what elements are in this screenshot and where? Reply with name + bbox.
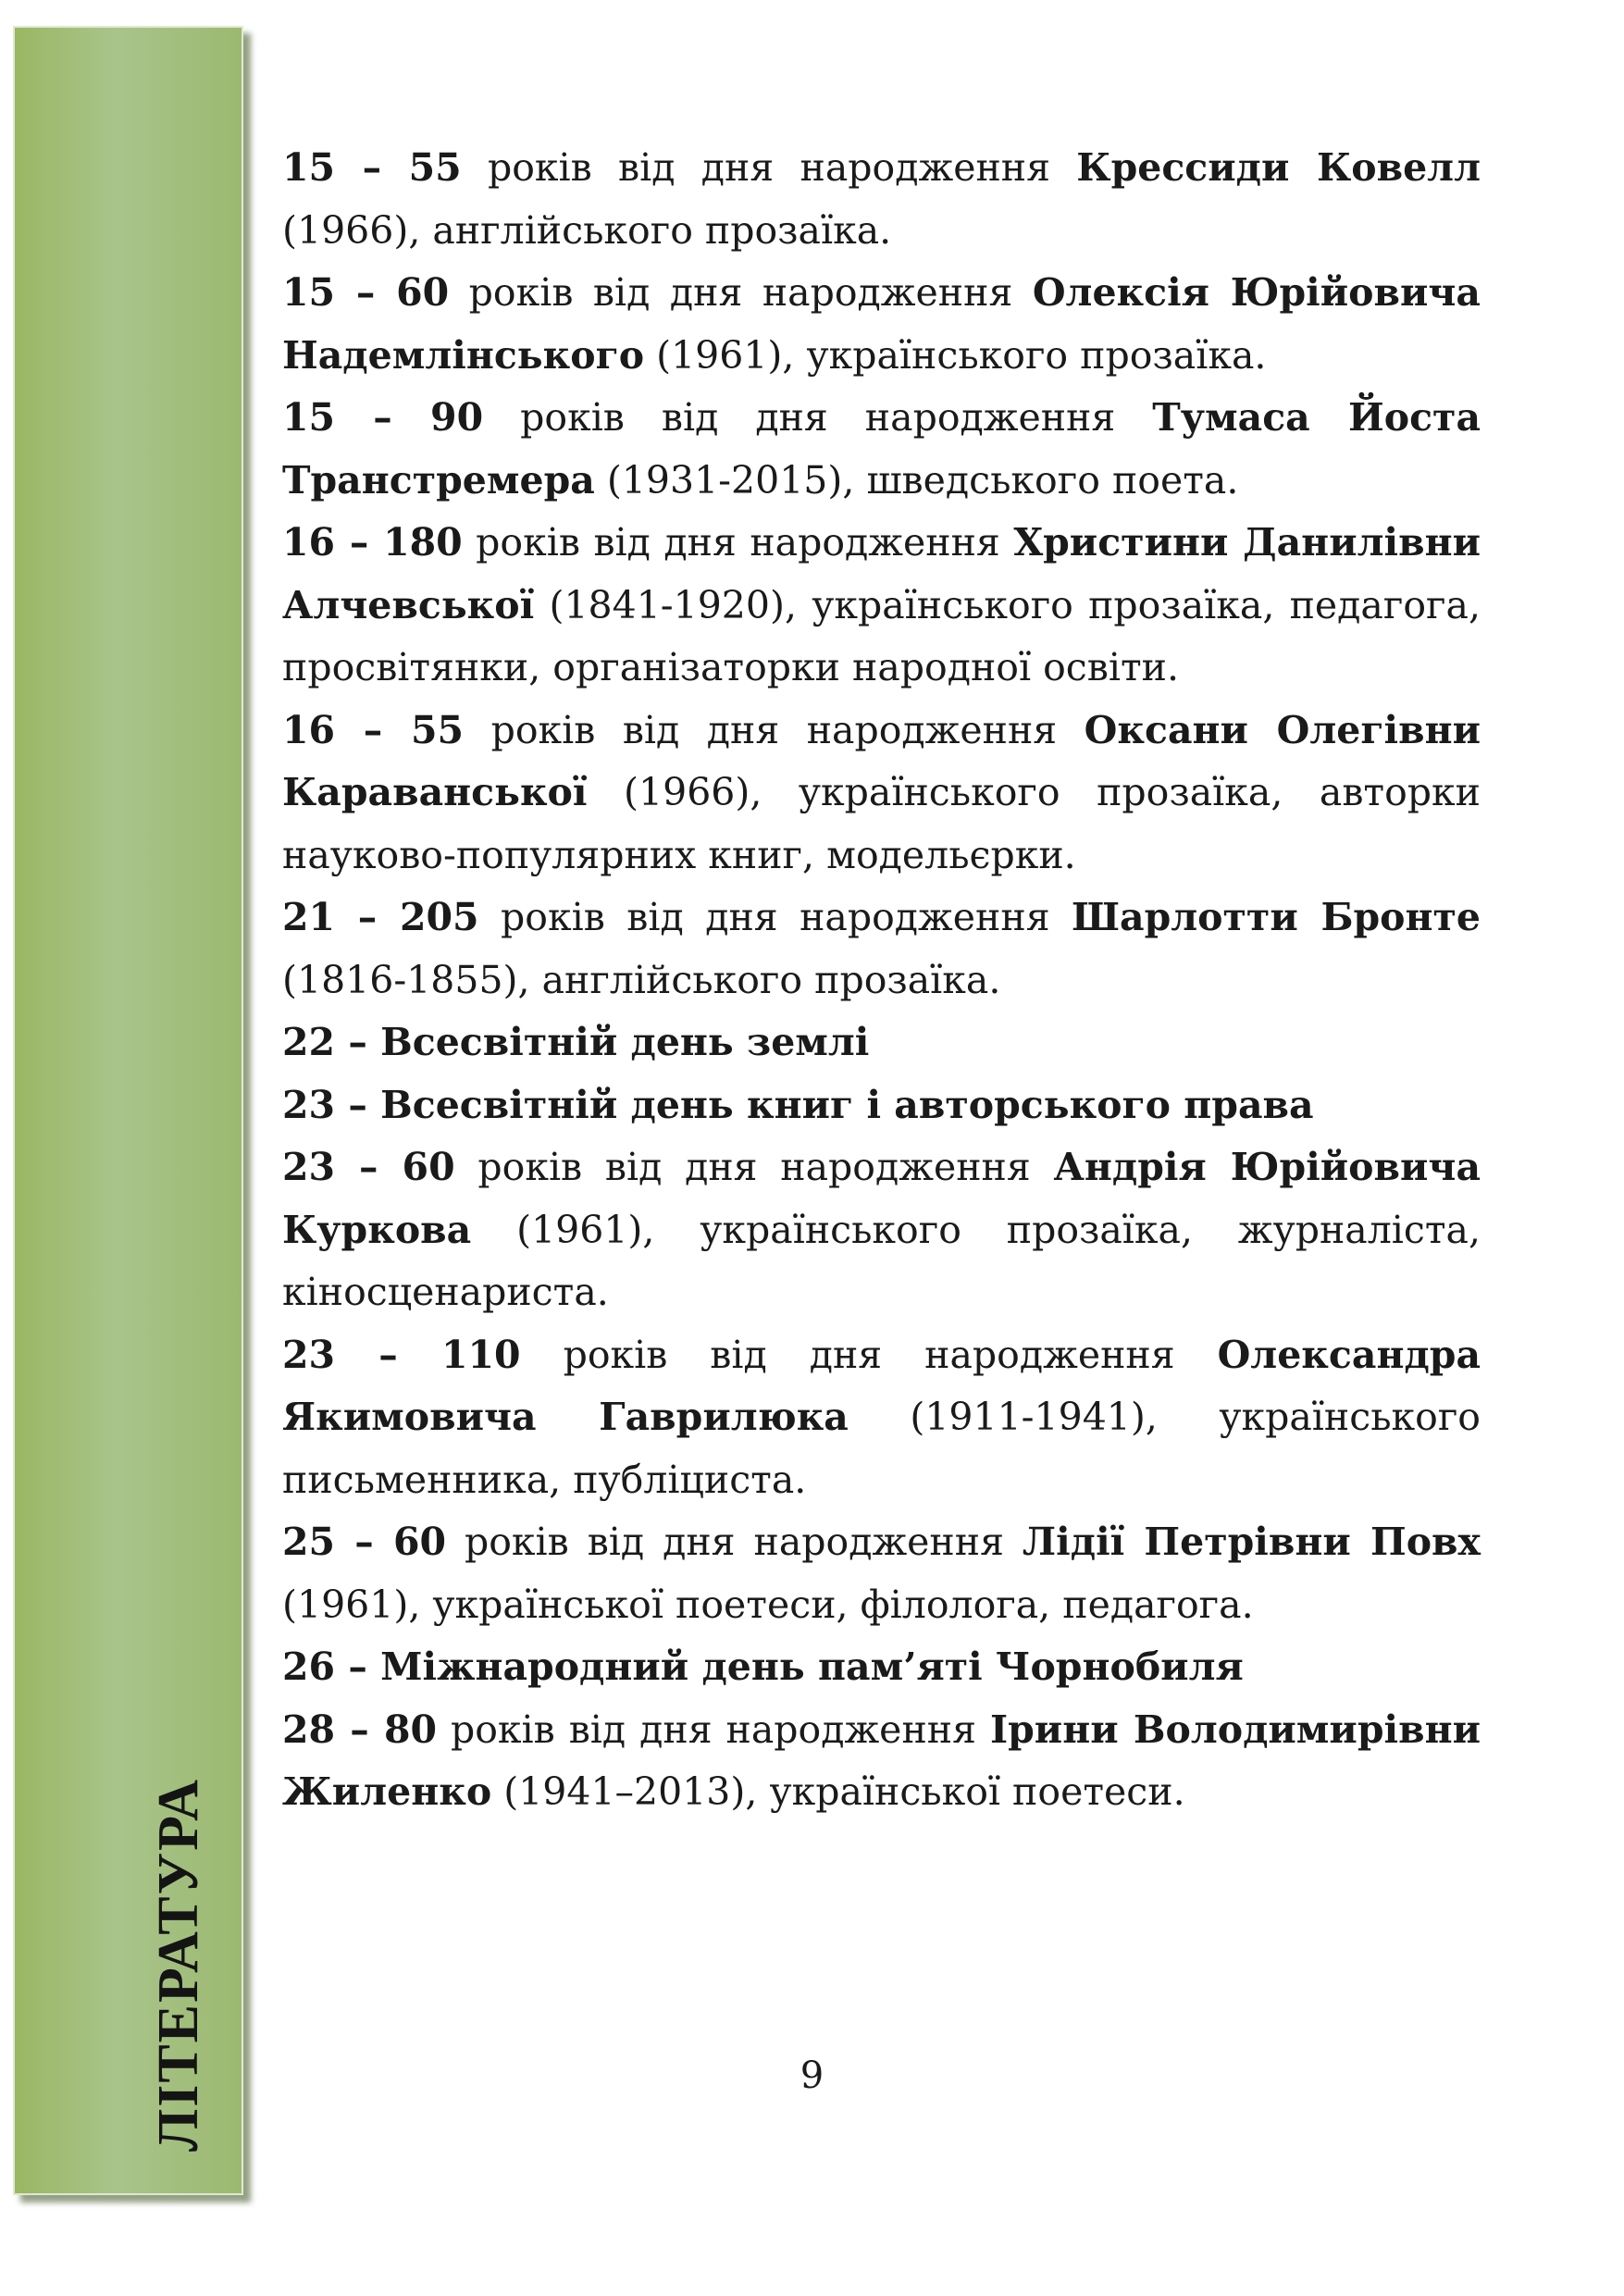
entry-person: Лідії Петрівни Повх <box>1022 1520 1481 1564</box>
entry-date: 15 – 55 <box>282 145 462 190</box>
entry-person: Тумаса Йоста Транстремера <box>282 395 1481 503</box>
entry-date: 26 – Міжнародний день пам’яті Чорнобиля <box>282 1644 1244 1689</box>
entry-person: Крессиди Ковелл <box>1076 145 1481 190</box>
entry-person: Олексія Юрійовича Надемлінського <box>282 270 1481 378</box>
entry-person: Андрія Юрійовича Куркова <box>282 1145 1481 1252</box>
entry-date: 23 – 60 <box>282 1145 455 1189</box>
entry-date: 15 – 90 <box>282 395 484 440</box>
entry-0: 15 – 55 років від дня народження Крессиди Ковелл (1966), англійського прозаїка. <box>282 145 1481 253</box>
entry-3: 16 – 180 років від дня народження Христини Данилівни Алчевської (1841-1920), українського прозаїка, педагога, просвітянки, організаторки народної освіти. <box>282 520 1481 689</box>
entry-11 <box>282 1636 1481 1699</box>
entry-1: 15 – 60 років від дня народження Олексія Юрійовича Надемлінського (1961), українського прозаїка. <box>282 270 1481 378</box>
entry-9: 23 – 110 років від дня народження Олександра Якимовича Гаврилюка (1911-1941), українського письменника, публіциста. <box>282 1332 1481 1502</box>
entry-2: 15 – 90 років від дня народження Тумаса Йоста Транстремера (1931-2015), шведського поета. <box>282 395 1481 503</box>
page-number: 9 <box>800 2054 824 2097</box>
entry-10: 25 – 60 років від дня народження Лідії Петрівни Повх (1961), української поетеси, філолога, педагога. <box>282 1520 1481 1627</box>
entry-date: 25 – 60 <box>282 1520 447 1564</box>
entry-date: 16 – 55 <box>282 707 465 752</box>
section-title: ЛІТЕРАТУРА <box>147 1778 210 2152</box>
entry-6 <box>282 1011 1481 1074</box>
entry-date: 15 – 60 <box>282 270 450 315</box>
entry-person: Оксани Олегівни Караванської <box>282 707 1481 814</box>
entry-date: 21 – 205 <box>282 895 479 939</box>
entry-date: 22 – Всесвітній день землі <box>282 1020 870 1064</box>
entry-7 <box>282 1074 1481 1137</box>
entry-date: 23 – Всесвітній день книг і авторського права <box>282 1082 1314 1127</box>
entry-person: Олександра Якимовича Гаврилюка <box>282 1332 1481 1439</box>
entry-5: 21 – 205 років від дня народження Шарлотти Бронте (1816-1855), англійського прозаїка. <box>282 895 1481 1002</box>
entry-4: 16 – 55 років від дня народження Оксани Олегівни Караванської (1966), українського прозаїка, авторки науково-популярних книг, модельєрки. <box>282 707 1481 877</box>
entry-12: 28 – 80 років від дня народження Ірини Володимирівни Жиленко (1941–2013), української поетеси. <box>282 1706 1481 1814</box>
entry-date: 16 – 180 <box>282 520 463 565</box>
entry-date: 28 – 80 <box>282 1706 438 1752</box>
entry-date: 23 – 110 <box>282 1332 521 1377</box>
calendar-entries <box>282 137 1481 1824</box>
entry-person: Шарлотти Бронте <box>1072 895 1481 939</box>
entry-person: Ірини Володимирівни Жиленко <box>282 1706 1481 1814</box>
entry-person: Христини Данилівни Алчевської <box>282 520 1481 627</box>
entry-8: 23 – 60 років від дня народження Андрія Юрійовича Куркова (1961), українського прозаїка, журналіста, кіносценариста. <box>282 1145 1481 1314</box>
